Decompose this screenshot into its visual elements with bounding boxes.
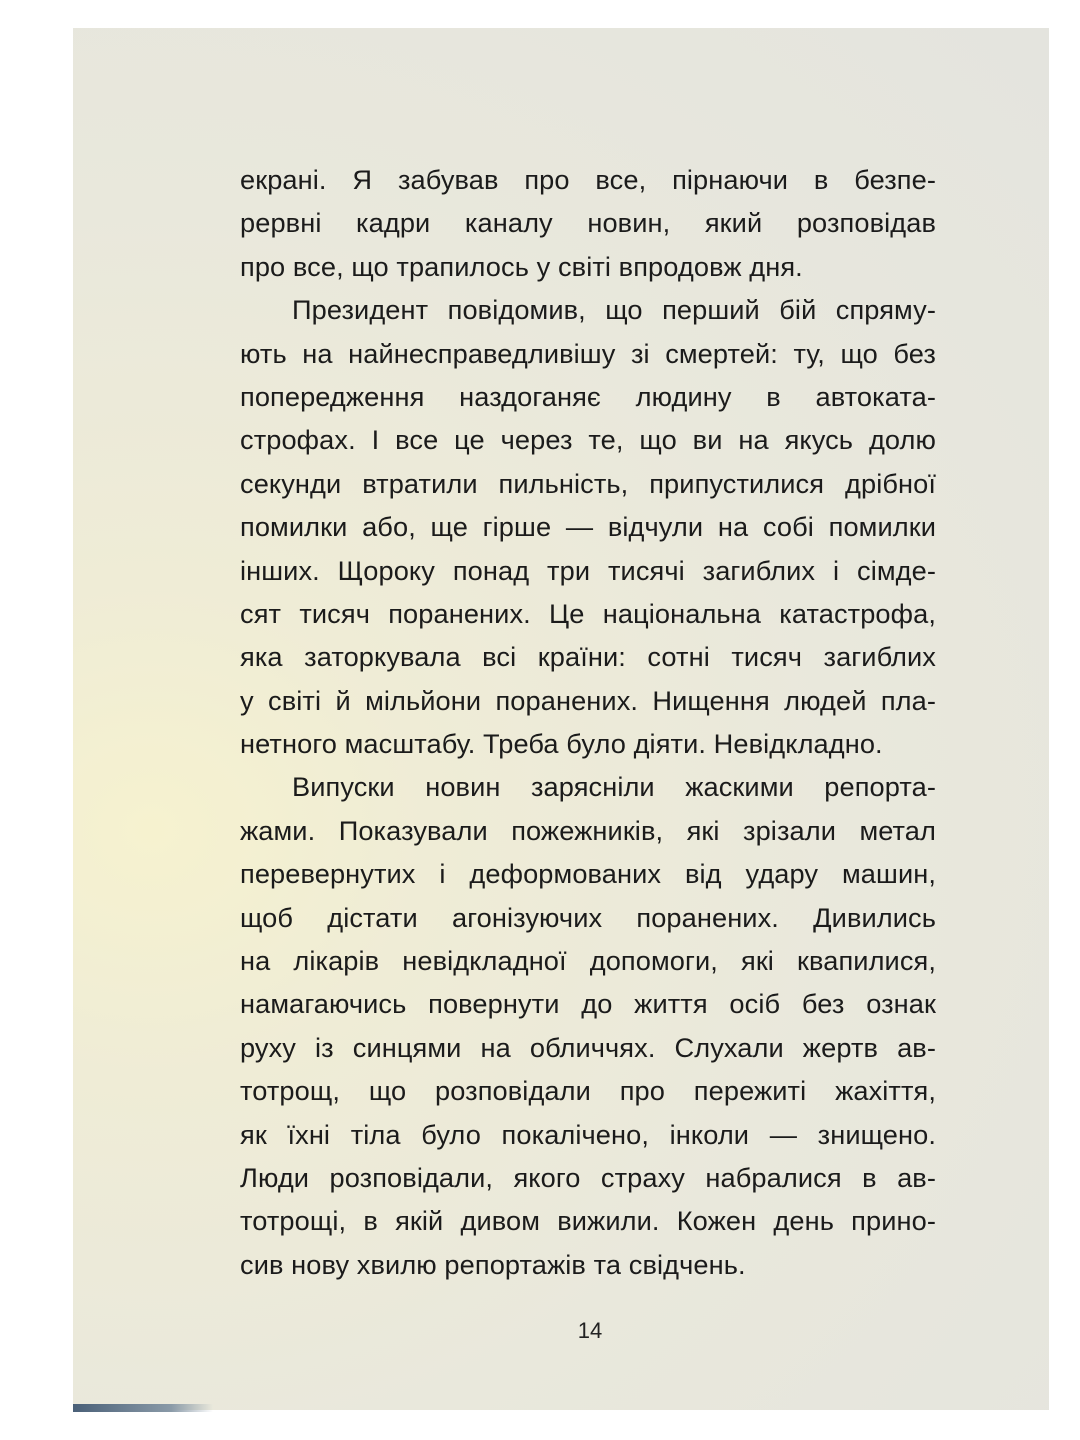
text-line: Випуски новин зарясніли жаскими репорта- [292,771,936,803]
text-line: як їхні тіла було покалічено, інколи — знищено. [240,1118,936,1150]
text-line: інших. Щороку понад три тисячі загиблих і сімде- [240,554,936,586]
text-line: щоб дістати агонізуючих поранених. Дивились [240,901,936,933]
text-line: секунди втратили пильність, припустилися дрібної [240,467,936,499]
text-line: ють на найнесправедливішу зі смертей: ту, що без [240,337,936,369]
text-line: попередження наздоганяє людину в автоката- [240,380,936,412]
page-number: 14 [577,1318,603,1343]
text-line: сят тисяч поранених. Це національна катастрофа, [240,597,936,629]
text-line: рервні кадри каналу новин, який розповідав [240,207,936,239]
text-line: на лікарів невідкладної допомоги, які квапилися, [240,945,936,977]
text-line: тотрощі, в якій дивом вижили. Кожен день прино- [240,1205,936,1237]
text-line: жами. Показували пожежників, які зрізали метал [240,814,936,846]
text-line: нетного масштабу. Треба було діяти. Невідкладно. [240,728,883,760]
paragraph-2 [240,288,936,765]
text-line: про все, що трапилось у світі впродовж дня. [240,250,803,282]
text-line: сив нову хвилю репортажів та свідчень. [240,1248,746,1280]
text-line: Президент повідомив, що перший бій спряму- [292,294,936,326]
text-line: екрані. Я забував про все, пірнаючи в безпе- [240,164,936,195]
text-line: помилки або, ще гірше — відчули на собі помилки [240,511,936,543]
text-line: строфах. І все це через те, що ви на якусь долю [240,424,936,456]
book-cover-edge [73,1404,213,1412]
text-line: намагаючись повернути до життя осіб без ознак [240,988,936,1020]
text-line: тотрощ, що розповідали про пережиті жахіття, [240,1075,936,1107]
text-line: яка заторкувала всі країни: сотні тисяч загиблих [240,641,936,673]
paragraph-3 [240,765,936,1286]
page-text [240,158,936,1286]
text-line: перевернутих і деформованих від удару машин, [240,858,936,890]
text-line: у світі й мільйони поранених. Нищення людей пла- [240,684,936,716]
text-line: руху із синцями на обличчях. Слухали жертв ав- [240,1031,936,1063]
text-line: Люди розповідали, якого страху набралися в ав- [240,1161,936,1193]
paragraph-1 [240,158,936,288]
